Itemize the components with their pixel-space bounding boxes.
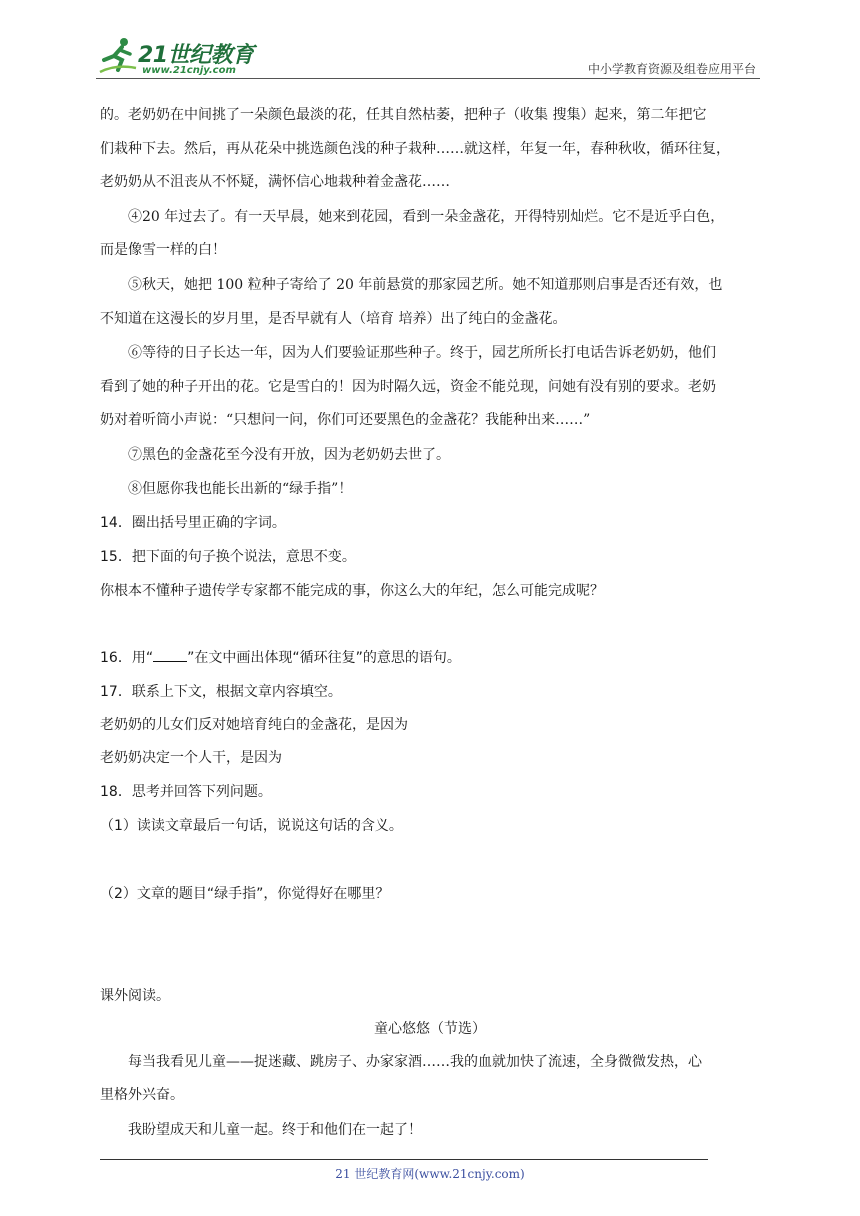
passage-line: ⑥等待的日子长达一年，因为人们要验证那些种子。终于，园艺所所长打电话告诉老奶奶，他们 (128, 345, 716, 361)
passage-line: 看到了她的种子开出的花。它是雪白的！因为时隔久远，资金不能兑现，问她有没有别的要求。老奶 (100, 379, 716, 395)
passage-line: ⑤秋天，她把 100 粒种子寄给了 20 年前悬赏的那家园艺所。她不知道那则启事是否还有效，也 (128, 277, 723, 293)
reading-title: 童心悠悠（节选） (374, 1021, 486, 1037)
platform-label: 中小学教育资源及组卷应用平台 (587, 62, 756, 76)
question-16-suffix: ”在文中画出体现“循环往复”的意思的语句。 (187, 650, 461, 666)
passage-line: 奶对着听筒小声说：“只想问一问，你们可还要黑色的金盏花？我能种出来……” (100, 412, 591, 428)
passage-line: 不知道在这漫长的岁月里，是否早就有人（培育 培养）出了纯白的金盏花。 (100, 311, 567, 327)
passage-line: ⑧但愿你我也能长出新的“绿手指”！ (128, 481, 353, 497)
footer-divider (100, 1159, 708, 1160)
passage-line: ④20 年过去了。有一天早晨，她来到花园，看到一朵金盏花，开得特别灿烂。它不是近乎白色， (128, 209, 725, 225)
passage-line: 而是像雪一样的白！ (100, 242, 226, 258)
question-18: 18．思考并回答下列问题。 (100, 784, 272, 800)
passage-line: ⑦黑色的金盏花至今没有开放，因为老奶奶去世了。 (128, 447, 450, 463)
question-14: 14．圈出括号里正确的字词。 (100, 515, 286, 531)
footer-text[interactable]: 21 世纪教育网(www.21cnjy.com) (335, 1167, 525, 1181)
question-16 (100, 648, 461, 668)
question-17-a: 老奶奶的儿女们反对她培育纯白的金盏花，是因为 (100, 717, 408, 733)
reading-line: 里格外兴奋。 (100, 1087, 184, 1103)
underline-blank (153, 648, 187, 662)
page-header (96, 30, 760, 82)
passage-line: 老奶奶从不沮丧从不怀疑，满怀信心地栽种着金盏花…… (100, 174, 450, 190)
question-18-2: （2）文章的题目“绿手指”，你觉得好在哪里？ (100, 886, 390, 902)
reading-line: 每当我看见儿童——捉迷藏、跳房子、办家家酒……我的血就加快了流速，全身微微发热，心 (128, 1054, 702, 1070)
logo-text: 21世纪教育 (138, 43, 254, 68)
logo-url: www.21cnjy.com (142, 65, 236, 76)
question-18-1: （1）读读文章最后一句话，说说这句话的含义。 (100, 818, 403, 834)
runner-logo-icon (96, 34, 140, 78)
question-16-prefix: 16．用“ (100, 650, 154, 666)
passage-line: 的。老奶奶在中间挑了一朵颜色最淡的花，任其自然枯萎，把种子（收集 搜集）起来，第二年把它 (100, 107, 707, 123)
question-15: 15．把下面的句子换个说法，意思不变。 (100, 549, 356, 565)
section-heading: 课外阅读。 (100, 988, 170, 1004)
reading-line: 我盼望成天和儿童一起。终于和他们在一起了！ (128, 1122, 422, 1138)
passage-line: 们栽种下去。然后，再从花朵中挑选颜色浅的种子栽种……就这样，年复一年，春种秋收，循环往复， (100, 141, 730, 157)
question-15-sentence: 你根本不懂种子遗传学专家都不能完成的事，你这么大的年纪，怎么可能完成呢？ (100, 583, 604, 599)
question-17: 17．联系上下文，根据文章内容填空。 (100, 684, 342, 700)
header-divider (96, 78, 760, 79)
site-logo (96, 34, 266, 78)
question-17-b: 老奶奶决定一个人干，是因为 (100, 750, 282, 766)
